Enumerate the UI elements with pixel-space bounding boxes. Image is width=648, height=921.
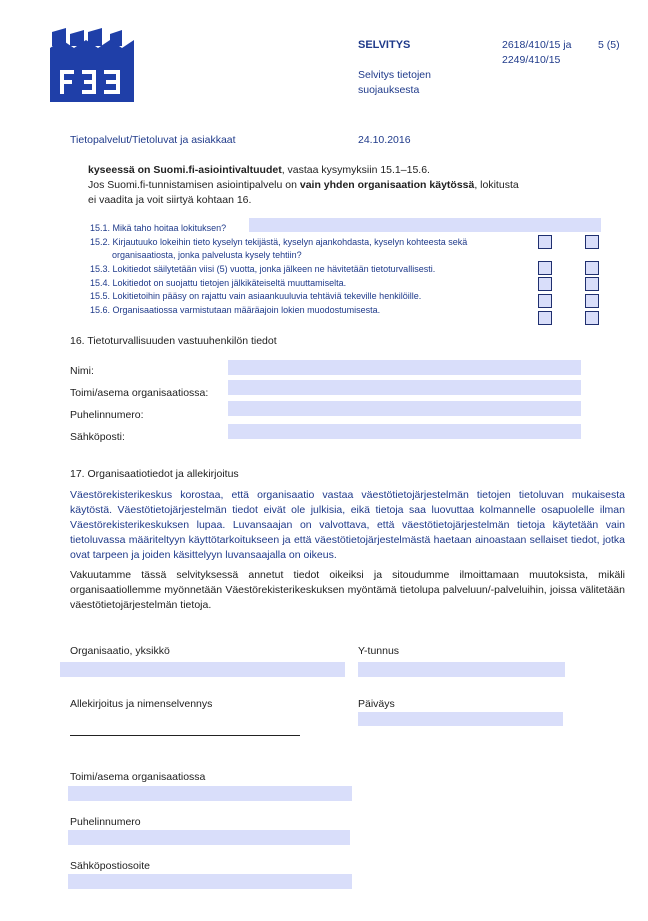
declaration-paragraph: Vakuutamme tässä selvityksessä annetut tiedot oikeiksi ja sitoudumme ilmoittamaan muutoksista, mikäli organisaatiollemme myönnetään Väestörekisterikeskuksen myöntämä tietolupa palveluun/-palveluihin, joissa välitetään väestötietojärjestelmän tietoja. <box>70 569 625 611</box>
business-id-field[interactable] <box>358 662 565 677</box>
page-number: 5 (5) <box>598 39 620 51</box>
checkbox-15-4-yes[interactable] <box>538 277 552 291</box>
intro-line-3: ei vaadita ja voit siirtyä kohtaan 16. <box>88 194 252 206</box>
checkbox-15-5-no[interactable] <box>585 294 599 308</box>
checkbox-15-2-no[interactable] <box>585 235 599 249</box>
question-15-2-cont: organisaatiosta, jonka palvelusta kysely tehtiin? <box>112 250 302 260</box>
responsibility-paragraph: Väestörekisterikeskus korostaa, että organisaatio vastaa väestötietojärjestelmän tietojen tietoluvan mukaisesta käytöstä. Väestötietojärjestelmän tiedot eivät ole julkisia, eikä tietoja saa luovuttaa kolmannelle osapuolelle ilman Väestörekisterikeskuksen lupaa. Luvansaajan on valvottava, että väestötietojärjestelmän tietoja käytetään vain tietoluvassa määriteltyyn käyttötarkoitukseen ja että väestötietojärjestelmästä haetaan ainoastaan sellaiset tiedot, jotka ovat tarpeen ja joiden käsittelyyn luvansaajalla on oikeus. <box>70 489 625 561</box>
organisation-field[interactable] <box>60 662 345 677</box>
checkbox-15-4-no[interactable] <box>585 277 599 291</box>
reference-number-2: 2249/410/15 <box>502 54 561 66</box>
question-15-5: 15.5. Lokitietoihin pääsy on rajattu vain asiaankuuluvia tehtäviä tekeville henkilöille. <box>90 291 422 301</box>
organisation-label: Organisaatio, yksikkö <box>70 645 170 657</box>
checkbox-15-3-no[interactable] <box>585 261 599 275</box>
intro-line-2-pre: Jos Suomi.fi-tunnistamisen asiointipalvelu on <box>88 179 300 191</box>
checkbox-15-3-yes[interactable] <box>538 261 552 275</box>
signature-label: Allekirjoitus ja nimenselvennys <box>70 698 213 710</box>
checkbox-15-5-yes[interactable] <box>538 294 552 308</box>
checkbox-15-6-yes[interactable] <box>538 311 552 325</box>
document-date: 24.10.2016 <box>358 134 411 146</box>
signer-email-label: Sähköpostiosoite <box>70 860 150 872</box>
question-15-6: 15.6. Organisaatiossa varmistutaan määräajoin lokien muodostumisesta. <box>90 305 381 315</box>
intro-line-2-bold: vain yhden organisaation käytössä <box>299 179 475 191</box>
reference-number-1: 2618/410/15 ja <box>502 39 572 51</box>
section-17-heading: 17. Organisaatiotiedot ja allekirjoitus <box>70 468 239 480</box>
security-officer-name-field[interactable] <box>228 360 581 375</box>
intro-line-1-bold: kyseessä on Suomi.fi-asiointivaltuudet <box>88 164 282 176</box>
question-15-3: 15.3. Lokitiedot säilytetään viisi (5) vuotta, jonka jälkeen ne hävitetään tietoturvallisesti. <box>90 264 436 274</box>
security-officer-phone-field[interactable] <box>228 401 581 416</box>
intro-line-1-rest: , vastaa kysymyksiin 15.1–15.6. <box>281 164 430 176</box>
signer-role-label: Toimi/asema organisaatiossa <box>70 771 206 783</box>
checkbox-15-6-no[interactable] <box>585 311 599 325</box>
phone-label: Puhelinnumero: <box>70 409 144 421</box>
question-15-2: 15.2. Kirjautuuko lokeihin tieto kyselyn tekijästä, kyselyn ajankohdasta, kyselyn kohteesta sekä <box>90 237 468 247</box>
intro-line-2 <box>88 178 568 192</box>
document-type: SELVITYS <box>358 39 411 51</box>
email-label: Sähköposti: <box>70 431 125 443</box>
building-logo-icon <box>48 28 136 102</box>
intro-line-2-post: , lokitusta <box>474 179 519 191</box>
date-label: Päiväys <box>358 698 395 710</box>
role-label: Toimi/asema organisaatiossa: <box>70 387 209 399</box>
signature-line[interactable] <box>70 735 300 736</box>
intro-line-1 <box>88 163 558 177</box>
question-15-1: 15.1. Mikä taho hoitaa lokituksen? <box>90 223 227 233</box>
signer-phone-field[interactable] <box>68 830 350 845</box>
signer-email-field[interactable] <box>68 874 352 889</box>
checkbox-15-2-yes[interactable] <box>538 235 552 249</box>
document-subtitle-2: suojauksesta <box>358 84 420 96</box>
date-field[interactable] <box>358 712 563 726</box>
signer-role-field[interactable] <box>68 786 352 801</box>
department: Tietopalvelut/Tietoluvat ja asiakkaat <box>70 134 236 146</box>
question-15-4: 15.4. Lokitiedot on suojattu tietojen jälkikäteiseltä muuttamiselta. <box>90 278 347 288</box>
security-officer-email-field[interactable] <box>228 424 581 439</box>
security-officer-role-field[interactable] <box>228 380 581 395</box>
document-subtitle-1: Selvitys tietojen <box>358 69 431 81</box>
name-label: Nimi: <box>70 365 94 377</box>
logging-provider-field[interactable] <box>249 218 601 232</box>
section-16-heading: 16. Tietoturvallisuuden vastuuhenkilön tiedot <box>70 335 277 347</box>
business-id-label: Y-tunnus <box>358 645 400 657</box>
signer-phone-label: Puhelinnumero <box>70 816 141 828</box>
